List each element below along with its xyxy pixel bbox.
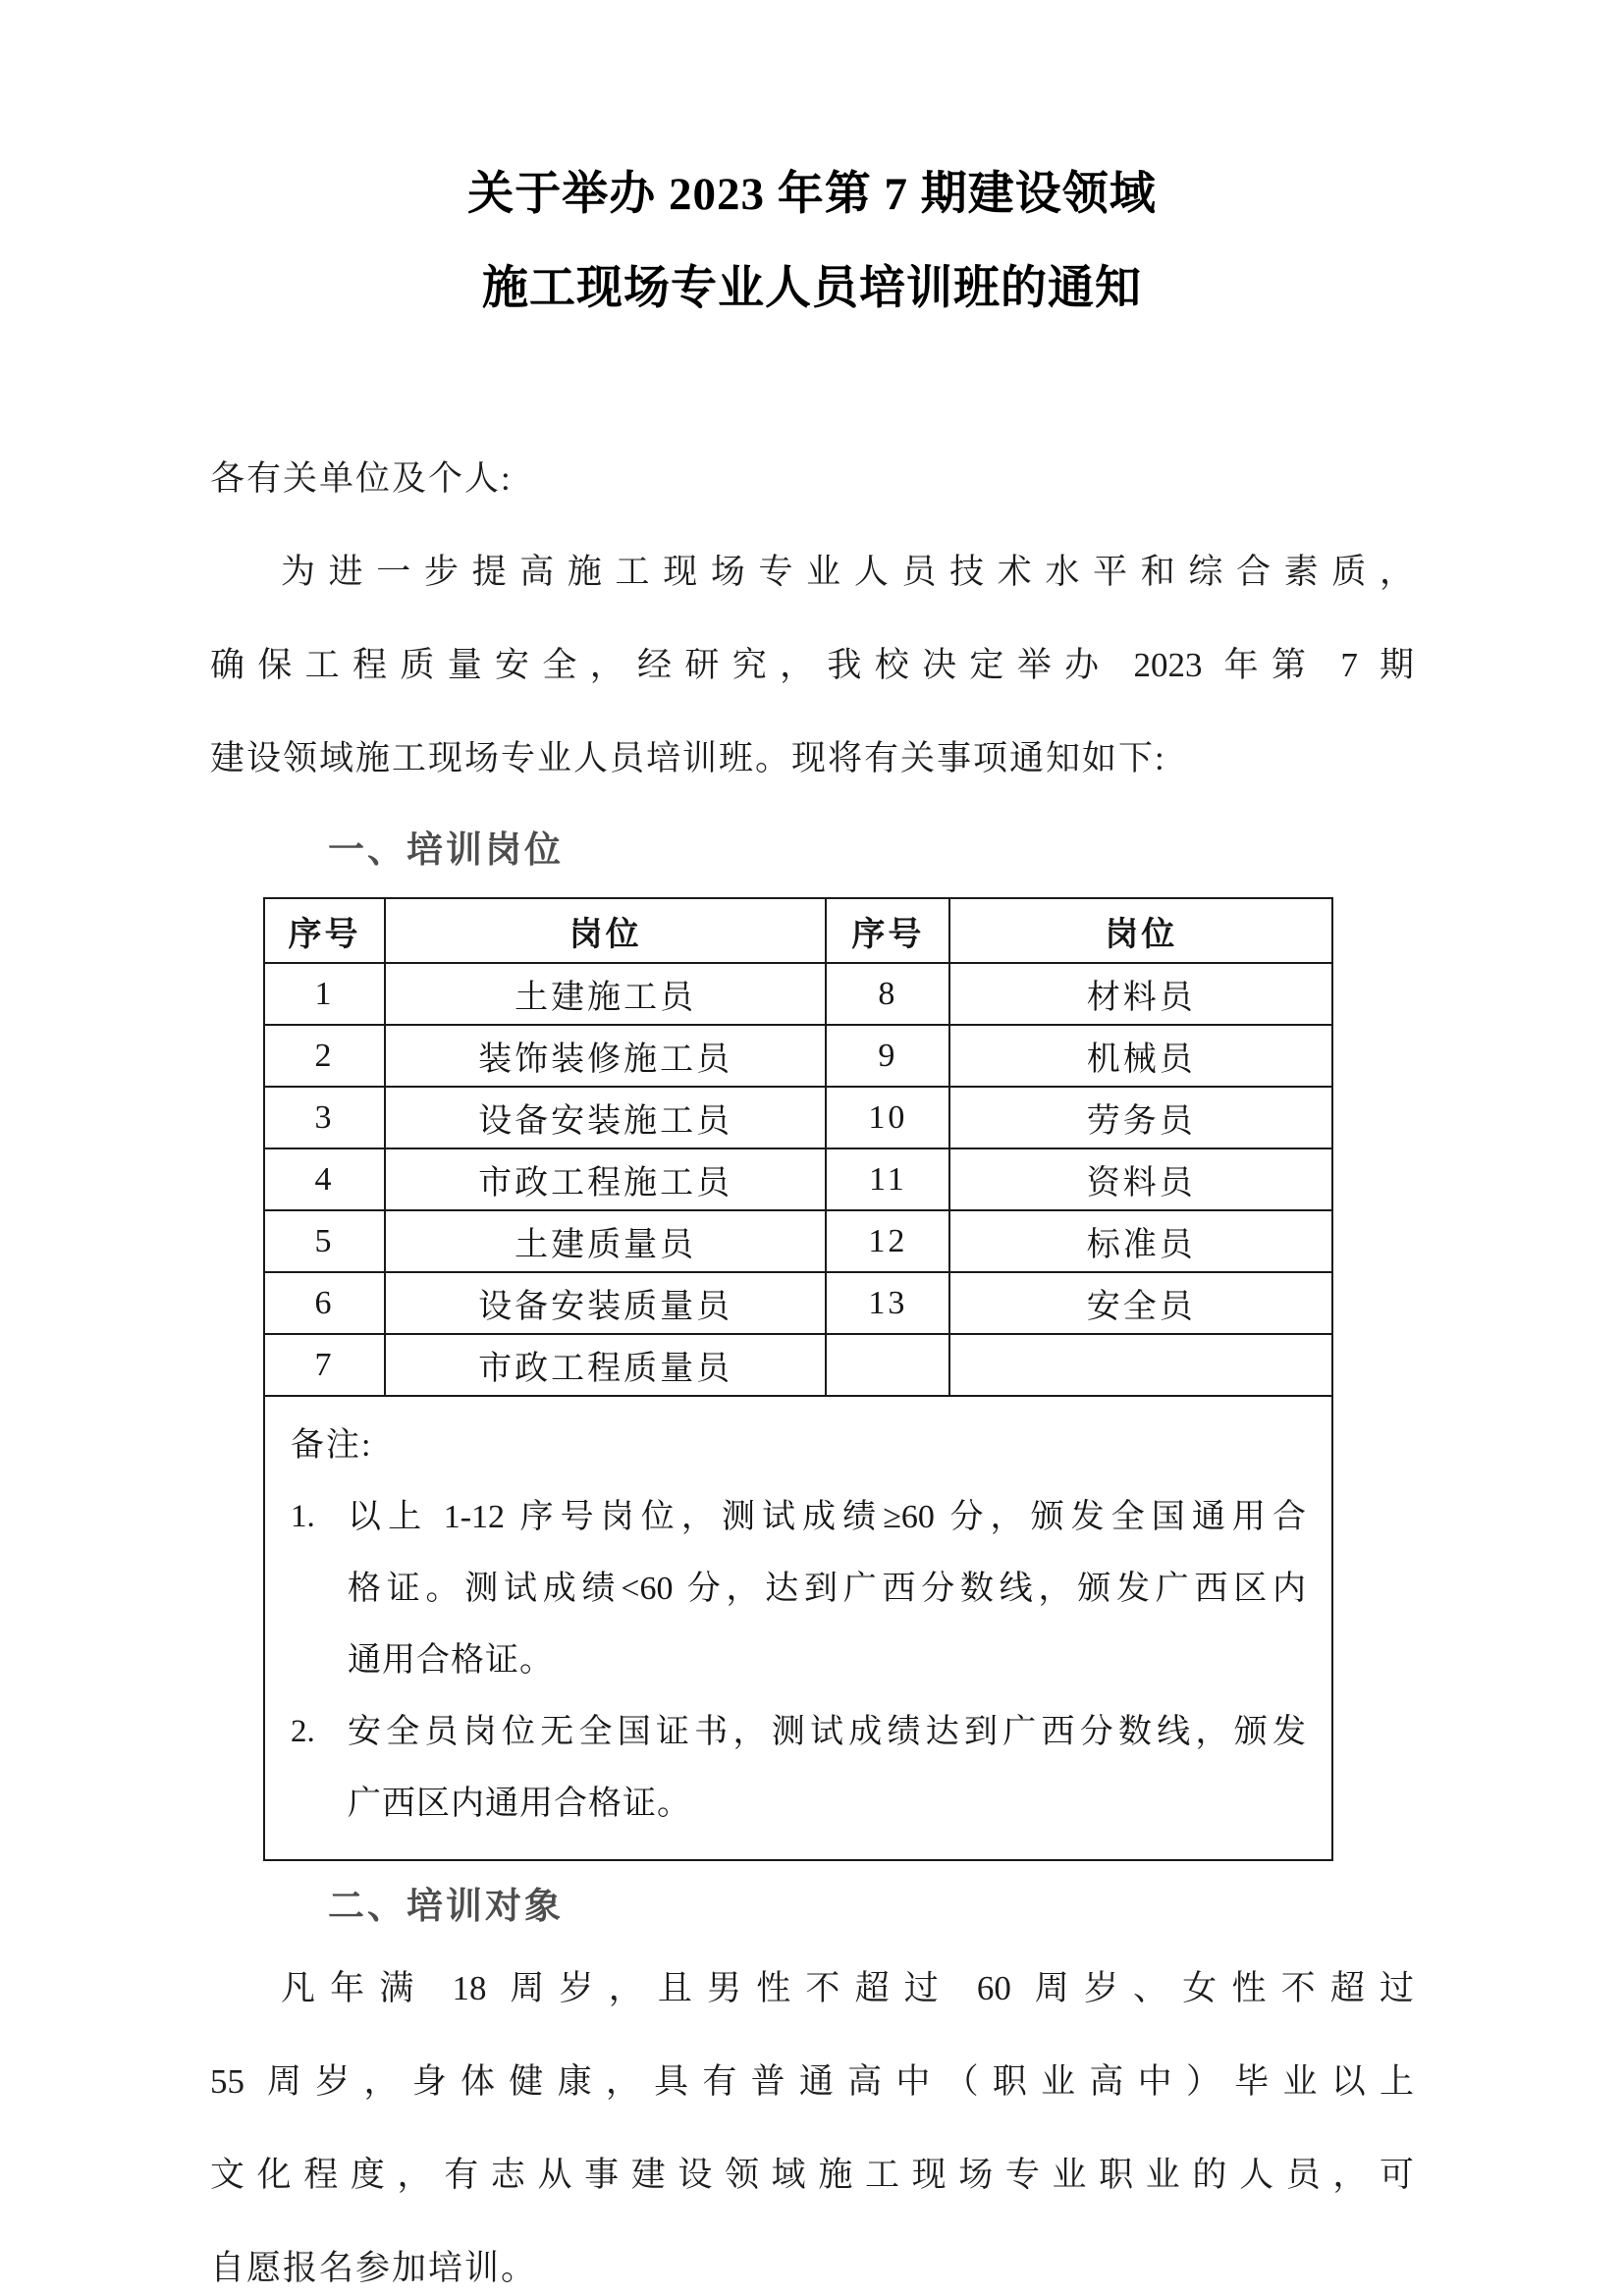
remarks-cell — [264, 1396, 1332, 1860]
remark-number: 1. — [291, 1499, 315, 1534]
section2-heading: 二、培训对象 — [328, 1886, 564, 1926]
remark-line: 安全员岗位无全国证书，测试成绩达到广西分数线，颁发 — [348, 1714, 1306, 1750]
audience-line: 文化程度，有志从事建设领域施工现场专业职业的人员，可 — [210, 2156, 1414, 2194]
table-cell: 劳务员 — [949, 1087, 1332, 1148]
table-row — [264, 963, 1332, 1025]
remark-number: 2. — [291, 1714, 315, 1749]
section1-heading: 一、培训岗位 — [328, 829, 564, 870]
table-header-row — [264, 898, 1332, 963]
audience-paragraph — [210, 1942, 1414, 2296]
remark-item — [291, 1481, 1306, 1696]
table-row — [264, 1148, 1332, 1210]
table-cell — [826, 1334, 949, 1396]
remark-line: 格证。测试成绩<60 分，达到广西分数线，颁发广西区内 — [348, 1571, 1306, 1607]
table-cell: 12 — [826, 1210, 949, 1272]
table-cell: 4 — [264, 1148, 385, 1210]
salutation: 各有关单位及个人: — [210, 459, 513, 498]
title-line-1: 关于举办 2023 年第 7 期建设领域 — [467, 169, 1157, 220]
training-positions-table — [263, 897, 1333, 1861]
table-cell: 土建施工员 — [385, 963, 826, 1025]
table-row — [264, 1025, 1332, 1087]
table-row — [264, 1334, 1332, 1396]
intro-line: 为进一步提高施工现场专业人员技术水平和综合素质， — [281, 553, 1414, 591]
intro-paragraph — [210, 525, 1414, 805]
intro-line: 建设领域施工现场专业人员培训班。现将有关事项通知如下: — [210, 739, 1166, 777]
table-cell: 设备安装施工员 — [385, 1087, 826, 1148]
header-cell-seq-left: 序号 — [264, 898, 385, 963]
table-cell: 5 — [264, 1210, 385, 1272]
table-row — [264, 1210, 1332, 1272]
remark-text — [348, 1696, 1306, 1840]
audience-line: 55 周岁，身体健康，具有普通高中（职业高中）毕业以上 — [210, 2062, 1414, 2101]
table-cell: 市政工程质量员 — [385, 1334, 826, 1396]
table-cell: 装饰装修施工员 — [385, 1025, 826, 1087]
table-cell: 13 — [826, 1272, 949, 1334]
table-cell: 安全员 — [949, 1272, 1332, 1334]
table-cell: 11 — [826, 1148, 949, 1210]
header-cell-post-right: 岗位 — [949, 898, 1332, 963]
table-cell: 资料员 — [949, 1148, 1332, 1210]
remark-line: 通用合格证。 — [348, 1642, 554, 1679]
remarks-row — [264, 1396, 1332, 1860]
document-title — [210, 147, 1414, 336]
table-cell: 6 — [264, 1272, 385, 1334]
table-cell: 设备安装质量员 — [385, 1272, 826, 1334]
table-cell: 2 — [264, 1025, 385, 1087]
audience-line: 自愿报名参加培训。 — [210, 2249, 538, 2287]
table-cell: 8 — [826, 963, 949, 1025]
table-row — [264, 1087, 1332, 1148]
table-cell: 10 — [826, 1087, 949, 1148]
table-cell: 3 — [264, 1087, 385, 1148]
table-cell — [949, 1334, 1332, 1396]
table-cell: 1 — [264, 963, 385, 1025]
remark-line: 以上 1-12 序号岗位，测试成绩≥60 分，颁发全国通用合 — [348, 1499, 1306, 1535]
title-line-2: 施工现场专业人员培训班的通知 — [482, 263, 1142, 314]
remark-item — [291, 1696, 1306, 1840]
header-cell-post-left: 岗位 — [385, 898, 826, 963]
table-cell: 土建质量员 — [385, 1210, 826, 1272]
audience-line: 凡年满 18 周岁，且男性不超过 60 周岁、女性不超过 — [281, 1969, 1414, 2007]
remark-line: 广西区内通用合格证。 — [348, 1786, 691, 1822]
table-cell: 材料员 — [949, 963, 1332, 1025]
intro-line: 确保工程质量安全，经研究，我校决定举办 2023 年第 7 期 — [210, 646, 1414, 684]
table-cell: 机械员 — [949, 1025, 1332, 1087]
table-cell: 9 — [826, 1025, 949, 1087]
remarks-label: 备注: — [291, 1427, 373, 1464]
header-cell-seq-right: 序号 — [826, 898, 949, 963]
table-cell: 市政工程施工员 — [385, 1148, 826, 1210]
table-cell: 标准员 — [949, 1210, 1332, 1272]
table-row — [264, 1272, 1332, 1334]
table-cell: 7 — [264, 1334, 385, 1396]
remark-text — [348, 1481, 1306, 1696]
